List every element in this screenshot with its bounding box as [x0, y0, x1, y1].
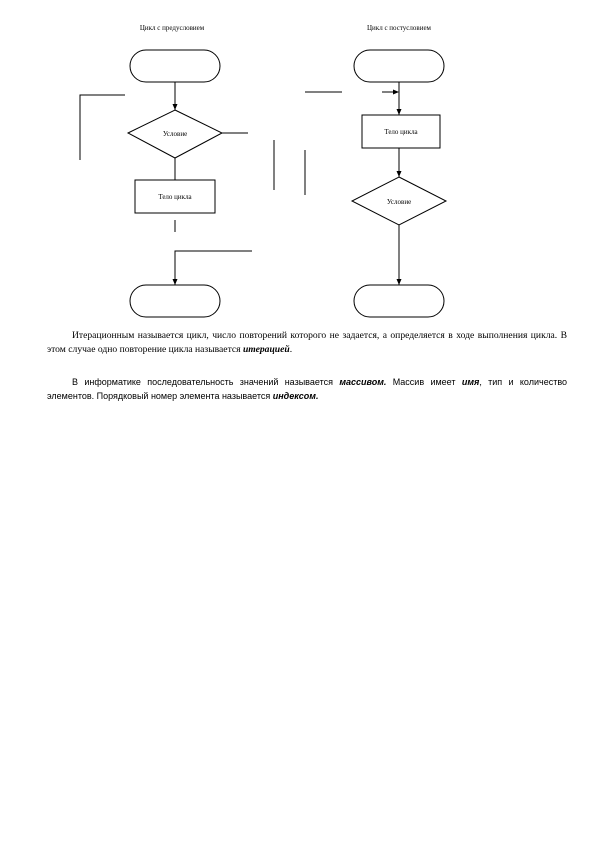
array-end: , тип и количество элементов. Порядковый номер элемента называется — [47, 377, 568, 401]
iteration-text: Итерационным называется цикл, число повторений которого не задается, а определяется в ходе выполнения цикла. В этом случае одно повторение цикла называется — [47, 330, 567, 355]
iteration-term: итерацией — [242, 344, 290, 355]
left-end-terminal — [130, 285, 220, 317]
name-term: имя — [461, 377, 480, 387]
array-term: массивом. — [339, 377, 387, 387]
right-end-terminal — [354, 285, 444, 317]
left-arrowhead-2 — [173, 279, 178, 285]
right-body-label: Тело цикла — [384, 128, 418, 136]
flowchart-diagram — [0, 0, 595, 330]
array-text: В информатике последовательность значений называется — [72, 377, 340, 387]
left-start-terminal — [130, 50, 220, 82]
right-arrowhead-3 — [397, 279, 402, 285]
postcondition-loop-title: Цикл с постусловием — [367, 24, 431, 32]
array-paragraph — [47, 375, 567, 403]
left-body-label: Тело цикла — [158, 193, 192, 201]
right-start-terminal — [354, 50, 444, 82]
right-arrowhead-2 — [397, 171, 402, 177]
left-arrowhead-1 — [173, 104, 178, 110]
left-condition-label: Условие — [162, 130, 188, 138]
right-condition-label: Условие — [386, 198, 412, 206]
array-mid: Массив имеет — [386, 377, 462, 387]
left-loop-return-line — [80, 95, 125, 160]
precondition-loop-title: Цикл с предусловием — [139, 24, 205, 32]
right-arrowhead-1 — [397, 109, 402, 115]
iteration-paragraph — [47, 329, 567, 357]
left-end-merge-line — [175, 251, 252, 285]
right-arrowhead-merge — [393, 90, 399, 95]
index-term: индексом. — [272, 391, 319, 401]
iteration-end: . — [289, 344, 293, 355]
